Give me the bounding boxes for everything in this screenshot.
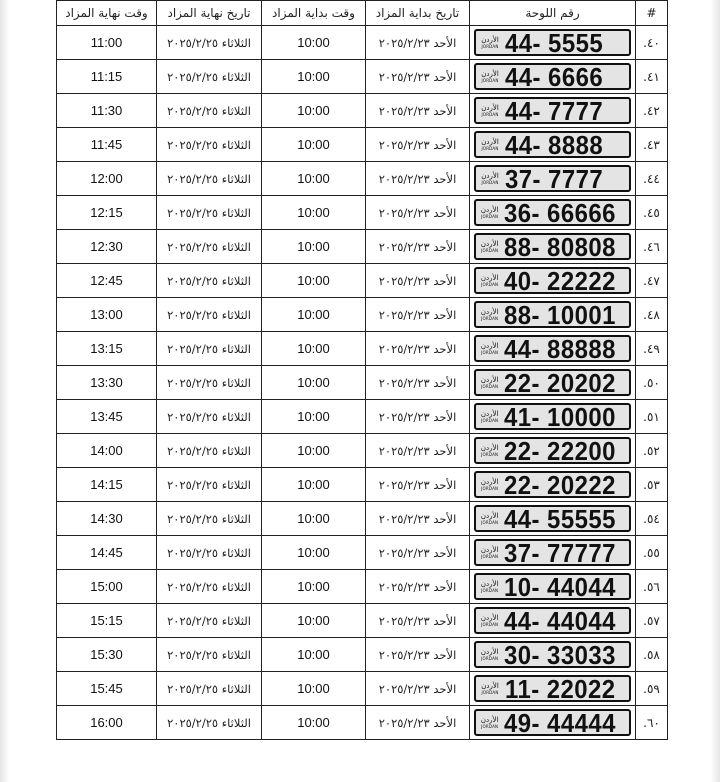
plate-country-ar: الأردن <box>480 443 499 452</box>
end-date: الثلاثاء ٢٠٢٥/٢/٢٥ <box>157 366 262 400</box>
license-plate <box>474 573 631 600</box>
start-date: الأحد ٢٠٢٥/٢/٢٣ <box>366 536 470 570</box>
header-start-time: وقت بداية المزاد <box>262 1 366 26</box>
start-date: الأحد ٢٠٢٥/٢/٢٣ <box>366 706 470 740</box>
plate-country-ar: الأردن <box>481 69 499 78</box>
plate-number: 88- 80808 <box>504 231 617 262</box>
table-row <box>57 638 668 672</box>
plate-country-badge <box>479 581 500 593</box>
plate-number: 44- 8888 <box>505 129 604 160</box>
start-date: الأحد ٢٠٢٥/٢/٢٣ <box>366 230 470 264</box>
end-time: 14:30 <box>57 502 157 536</box>
start-date: الأحد ٢٠٢٥/٢/٢٣ <box>366 502 470 536</box>
plate-country-en: JORDAN <box>481 723 499 729</box>
end-time: 15:30 <box>57 638 157 672</box>
license-plate <box>474 199 631 226</box>
plate-country-badge <box>479 241 500 253</box>
end-date: الثلاثاء ٢٠٢٥/٢/٢٥ <box>157 162 262 196</box>
start-time: 10:00 <box>262 94 366 128</box>
end-date: الثلاثاء ٢٠٢٥/٢/٢٥ <box>157 638 262 672</box>
plate-country-badge <box>479 649 500 661</box>
plate-country-en: JORDAN <box>481 655 499 661</box>
header-end-date: تاريخ نهاية المزاد <box>157 1 262 26</box>
plate-country-en: JORDAN <box>481 179 499 185</box>
plate-country-badge <box>479 547 500 559</box>
plate-cell <box>470 672 636 706</box>
page-shadow-right <box>710 0 720 782</box>
plate-cell <box>470 298 636 332</box>
start-time: 10:00 <box>262 298 366 332</box>
table-row <box>57 332 668 366</box>
plate-number: 88- 10001 <box>504 299 617 330</box>
table-row <box>57 94 668 128</box>
row-number: ٥١. <box>636 400 668 434</box>
plate-country-ar: الأردن <box>480 579 499 588</box>
end-date: الثلاثاء ٢٠٢٥/٢/٢٥ <box>157 60 262 94</box>
plate-country-en: JORDAN <box>481 315 499 321</box>
table-row <box>57 604 668 638</box>
table-row <box>57 26 668 60</box>
table-row <box>57 672 668 706</box>
plate-number: 36- 66666 <box>504 197 617 228</box>
plate-country-ar: الأردن <box>480 341 499 350</box>
start-date: الأحد ٢٠٢٥/٢/٢٣ <box>366 94 470 128</box>
table-row <box>57 536 668 570</box>
start-date: الأحد ٢٠٢٥/٢/٢٣ <box>366 604 470 638</box>
plate-country-badge <box>479 343 500 355</box>
start-date: الأحد ٢٠٢٥/٢/٢٣ <box>366 366 470 400</box>
start-date: الأحد ٢٠٢٥/٢/٢٣ <box>366 400 470 434</box>
plate-country-en: JORDAN <box>481 213 499 219</box>
plate-country-ar: الأردن <box>481 681 499 690</box>
plate-country-en: JORDAN <box>481 451 499 457</box>
header-end-time: وقت نهاية المزاد <box>57 1 157 26</box>
row-number: ٦٠. <box>636 706 668 740</box>
end-time: 16:00 <box>57 706 157 740</box>
row-number: ٥٣. <box>636 468 668 502</box>
end-time: 11:15 <box>57 60 157 94</box>
table-header <box>57 1 668 26</box>
plate-country-ar: الأردن <box>480 239 499 248</box>
start-date: الأحد ٢٠٢٥/٢/٢٣ <box>366 60 470 94</box>
row-number: ٥٩. <box>636 672 668 706</box>
start-time: 10:00 <box>262 672 366 706</box>
plate-country-en: JORDAN <box>481 111 499 117</box>
plate-cell <box>470 604 636 638</box>
plate-cell <box>470 502 636 536</box>
row-number: ٥٥. <box>636 536 668 570</box>
end-date: الثلاثاء ٢٠٢٥/٢/٢٥ <box>157 434 262 468</box>
row-number: ٤٧. <box>636 264 668 298</box>
end-date: الثلاثاء ٢٠٢٥/٢/٢٥ <box>157 298 262 332</box>
license-plate <box>474 539 631 566</box>
end-time: 12:15 <box>57 196 157 230</box>
plate-number: 44- 7777 <box>505 95 604 126</box>
row-number: ٤٦. <box>636 230 668 264</box>
end-time: 11:00 <box>57 26 157 60</box>
license-plate <box>474 301 631 328</box>
start-time: 10:00 <box>262 570 366 604</box>
end-time: 13:00 <box>57 298 157 332</box>
table-row <box>57 60 668 94</box>
start-time: 10:00 <box>262 468 366 502</box>
end-time: 12:00 <box>57 162 157 196</box>
plate-country-badge <box>479 615 500 627</box>
plate-country-badge <box>479 309 500 321</box>
license-plate <box>474 165 631 192</box>
table-row <box>57 706 668 740</box>
table-row <box>57 570 668 604</box>
table-row <box>57 230 668 264</box>
plate-number: 10- 44044 <box>504 571 617 602</box>
end-date: الثلاثاء ٢٠٢٥/٢/٢٥ <box>157 570 262 604</box>
plate-number: 37- 77777 <box>504 537 617 568</box>
start-date: الأحد ٢٠٢٥/٢/٢٣ <box>366 468 470 502</box>
row-number: ٤٥. <box>636 196 668 230</box>
start-date: الأحد ٢٠٢٥/٢/٢٣ <box>366 298 470 332</box>
plate-number: 22- 22200 <box>504 435 617 466</box>
end-date: الثلاثاء ٢٠٢٥/٢/٢٥ <box>157 672 262 706</box>
plate-cell <box>470 434 636 468</box>
end-time: 15:15 <box>57 604 157 638</box>
plate-number: 44- 6666 <box>505 61 604 92</box>
plate-country-en: JORDAN <box>481 145 499 151</box>
plate-country-en: JORDAN <box>481 43 499 49</box>
plate-number: 30- 33033 <box>504 639 617 670</box>
plate-cell <box>470 26 636 60</box>
plate-country-badge <box>479 37 501 49</box>
license-plate <box>474 233 631 260</box>
row-number: ٥٧. <box>636 604 668 638</box>
plate-country-badge <box>479 445 500 457</box>
end-date: الثلاثاء ٢٠٢٥/٢/٢٥ <box>157 94 262 128</box>
plate-country-badge <box>479 71 501 83</box>
license-plate <box>474 267 631 294</box>
end-time: 12:30 <box>57 230 157 264</box>
row-number: ٤٠. <box>636 26 668 60</box>
header-number: # <box>636 1 668 26</box>
plate-country-badge <box>479 173 501 185</box>
license-plate <box>474 29 631 56</box>
license-plate <box>474 97 631 124</box>
license-plate <box>474 505 631 532</box>
row-number: ٥٨. <box>636 638 668 672</box>
start-time: 10:00 <box>262 400 366 434</box>
plate-country-en: JORDAN <box>481 417 499 423</box>
end-date: الثلاثاء ٢٠٢٥/٢/٢٥ <box>157 604 262 638</box>
plate-number: 11- 22022 <box>505 673 616 704</box>
plate-country-en: JORDAN <box>481 689 499 695</box>
license-plate <box>474 369 631 396</box>
end-time: 14:00 <box>57 434 157 468</box>
plate-country-ar: الأردن <box>481 171 499 180</box>
plate-country-ar: الأردن <box>481 137 499 146</box>
license-plate <box>474 709 631 736</box>
plate-country-ar: الأردن <box>481 103 499 112</box>
start-time: 10:00 <box>262 332 366 366</box>
plate-country-badge <box>479 275 500 287</box>
start-date: الأحد ٢٠٢٥/٢/٢٣ <box>366 162 470 196</box>
plate-country-en: JORDAN <box>481 77 499 83</box>
plate-cell <box>470 400 636 434</box>
start-time: 10:00 <box>262 264 366 298</box>
license-plate <box>474 471 631 498</box>
start-time: 10:00 <box>262 162 366 196</box>
plate-country-en: JORDAN <box>481 383 499 389</box>
license-plate <box>474 63 631 90</box>
license-plate <box>474 607 631 634</box>
row-number: ٥٠. <box>636 366 668 400</box>
start-date: الأحد ٢٠٢٥/٢/٢٣ <box>366 196 470 230</box>
plate-country-en: JORDAN <box>481 519 499 525</box>
table-row <box>57 128 668 162</box>
table-row <box>57 298 668 332</box>
plate-cell <box>470 128 636 162</box>
row-number: ٤٨. <box>636 298 668 332</box>
row-number: ٥٦. <box>636 570 668 604</box>
start-date: الأحد ٢٠٢٥/٢/٢٣ <box>366 434 470 468</box>
plate-number: 37- 7777 <box>505 163 604 194</box>
license-plate <box>474 335 631 362</box>
end-date: الثلاثاء ٢٠٢٥/٢/٢٥ <box>157 264 262 298</box>
start-date: الأحد ٢٠٢٥/٢/٢٣ <box>366 672 470 706</box>
end-date: الثلاثاء ٢٠٢٥/٢/٢٥ <box>157 26 262 60</box>
end-date: الثلاثاء ٢٠٢٥/٢/٢٥ <box>157 706 262 740</box>
plate-cell <box>470 196 636 230</box>
plate-number: 22- 20222 <box>504 469 617 500</box>
table-row <box>57 264 668 298</box>
start-time: 10:00 <box>262 128 366 162</box>
end-time: 12:45 <box>57 264 157 298</box>
end-date: الثلاثاء ٢٠٢٥/٢/٢٥ <box>157 536 262 570</box>
start-date: الأحد ٢٠٢٥/٢/٢٣ <box>366 264 470 298</box>
table-row <box>57 366 668 400</box>
plate-country-ar: الأردن <box>480 545 499 554</box>
plate-cell <box>470 570 636 604</box>
plate-country-ar: الأردن <box>480 409 499 418</box>
license-plate <box>474 437 631 464</box>
end-date: الثلاثاء ٢٠٢٥/٢/٢٥ <box>157 332 262 366</box>
end-time: 13:45 <box>57 400 157 434</box>
plate-cell <box>470 264 636 298</box>
table-row <box>57 434 668 468</box>
start-time: 10:00 <box>262 434 366 468</box>
end-time: 15:00 <box>57 570 157 604</box>
header-start-date: تاريخ بداية المزاد <box>366 1 470 26</box>
start-date: الأحد ٢٠٢٥/٢/٢٣ <box>366 570 470 604</box>
plate-country-badge <box>479 717 500 729</box>
plate-country-en: JORDAN <box>481 281 499 287</box>
row-number: ٥٤. <box>636 502 668 536</box>
plate-number: 49- 44444 <box>504 707 617 738</box>
start-date: الأحد ٢٠٢٥/٢/٢٣ <box>366 638 470 672</box>
start-time: 10:00 <box>262 366 366 400</box>
plate-country-badge <box>479 683 501 695</box>
auction-table <box>56 0 668 740</box>
plate-country-badge <box>479 207 500 219</box>
plate-country-ar: الأردن <box>480 273 499 282</box>
end-time: 13:30 <box>57 366 157 400</box>
plate-number: 44- 44044 <box>504 605 617 636</box>
start-date: الأحد ٢٠٢٥/٢/٢٣ <box>366 26 470 60</box>
plate-number: 44- 55555 <box>504 503 617 534</box>
row-number: ٤٣. <box>636 128 668 162</box>
plate-country-badge <box>479 105 501 117</box>
start-time: 10:00 <box>262 638 366 672</box>
end-time: 15:45 <box>57 672 157 706</box>
plate-cell <box>470 638 636 672</box>
plate-country-ar: الأردن <box>480 613 499 622</box>
plate-country-ar: الأردن <box>480 647 499 656</box>
plate-cell <box>470 366 636 400</box>
end-date: الثلاثاء ٢٠٢٥/٢/٢٥ <box>157 128 262 162</box>
start-date: الأحد ٢٠٢٥/٢/٢٣ <box>366 332 470 366</box>
plate-number: 44- 5555 <box>505 27 604 58</box>
end-date: الثلاثاء ٢٠٢٥/٢/٢٥ <box>157 468 262 502</box>
plate-country-ar: الأردن <box>480 715 499 724</box>
row-number: ٥٢. <box>636 434 668 468</box>
plate-country-ar: الأردن <box>480 375 499 384</box>
page-shadow-left <box>0 0 10 782</box>
end-date: الثلاثاء ٢٠٢٥/٢/٢٥ <box>157 400 262 434</box>
start-time: 10:00 <box>262 26 366 60</box>
end-time: 14:45 <box>57 536 157 570</box>
license-plate <box>474 675 631 702</box>
start-time: 10:00 <box>262 60 366 94</box>
plate-country-badge <box>479 479 500 491</box>
end-date: الثلاثاء ٢٠٢٥/٢/٢٥ <box>157 230 262 264</box>
plate-number: 40- 22222 <box>504 265 617 296</box>
plate-number: 22- 20202 <box>504 367 617 398</box>
start-time: 10:00 <box>262 230 366 264</box>
row-number: ٤١. <box>636 60 668 94</box>
plate-country-badge <box>479 377 500 389</box>
license-plate <box>474 403 631 430</box>
plate-cell <box>470 94 636 128</box>
start-time: 10:00 <box>262 706 366 740</box>
row-number: ٤٤. <box>636 162 668 196</box>
plate-country-en: JORDAN <box>481 247 499 253</box>
table-body <box>57 26 668 740</box>
plate-cell <box>470 230 636 264</box>
plate-number: 44- 88888 <box>504 333 617 364</box>
row-number: ٤٩. <box>636 332 668 366</box>
start-time: 10:00 <box>262 196 366 230</box>
start-time: 10:00 <box>262 502 366 536</box>
header-plate: رقم اللوحة <box>470 1 636 26</box>
plate-country-badge <box>479 513 500 525</box>
license-plate <box>474 131 631 158</box>
plate-country-ar: الأردن <box>480 205 499 214</box>
plate-cell <box>470 468 636 502</box>
plate-country-ar: الأردن <box>481 35 499 44</box>
plate-cell <box>470 60 636 94</box>
plate-cell <box>470 706 636 740</box>
plate-country-ar: الأردن <box>480 477 499 486</box>
row-number: ٤٢. <box>636 94 668 128</box>
plate-country-badge <box>479 411 500 423</box>
end-time: 11:45 <box>57 128 157 162</box>
table-row <box>57 502 668 536</box>
table-row <box>57 196 668 230</box>
plate-country-en: JORDAN <box>481 485 499 491</box>
end-time: 11:30 <box>57 94 157 128</box>
end-date: الثلاثاء ٢٠٢٥/٢/٢٥ <box>157 502 262 536</box>
plate-country-en: JORDAN <box>481 553 499 559</box>
start-time: 10:00 <box>262 604 366 638</box>
plate-country-en: JORDAN <box>481 349 499 355</box>
table-row <box>57 162 668 196</box>
start-date: الأحد ٢٠٢٥/٢/٢٣ <box>366 128 470 162</box>
plate-cell <box>470 332 636 366</box>
license-plate <box>474 641 631 668</box>
plate-country-ar: الأردن <box>480 307 499 316</box>
start-time: 10:00 <box>262 536 366 570</box>
plate-country-badge <box>479 139 501 151</box>
plate-number: 41- 10000 <box>504 401 617 432</box>
end-date: الثلاثاء ٢٠٢٥/٢/٢٥ <box>157 196 262 230</box>
plate-country-ar: الأردن <box>480 511 499 520</box>
table-row <box>57 400 668 434</box>
end-time: 13:15 <box>57 332 157 366</box>
plate-cell <box>470 162 636 196</box>
plate-cell <box>470 536 636 570</box>
end-time: 14:15 <box>57 468 157 502</box>
plate-country-en: JORDAN <box>481 587 499 593</box>
table-row <box>57 468 668 502</box>
plate-country-en: JORDAN <box>481 621 499 627</box>
